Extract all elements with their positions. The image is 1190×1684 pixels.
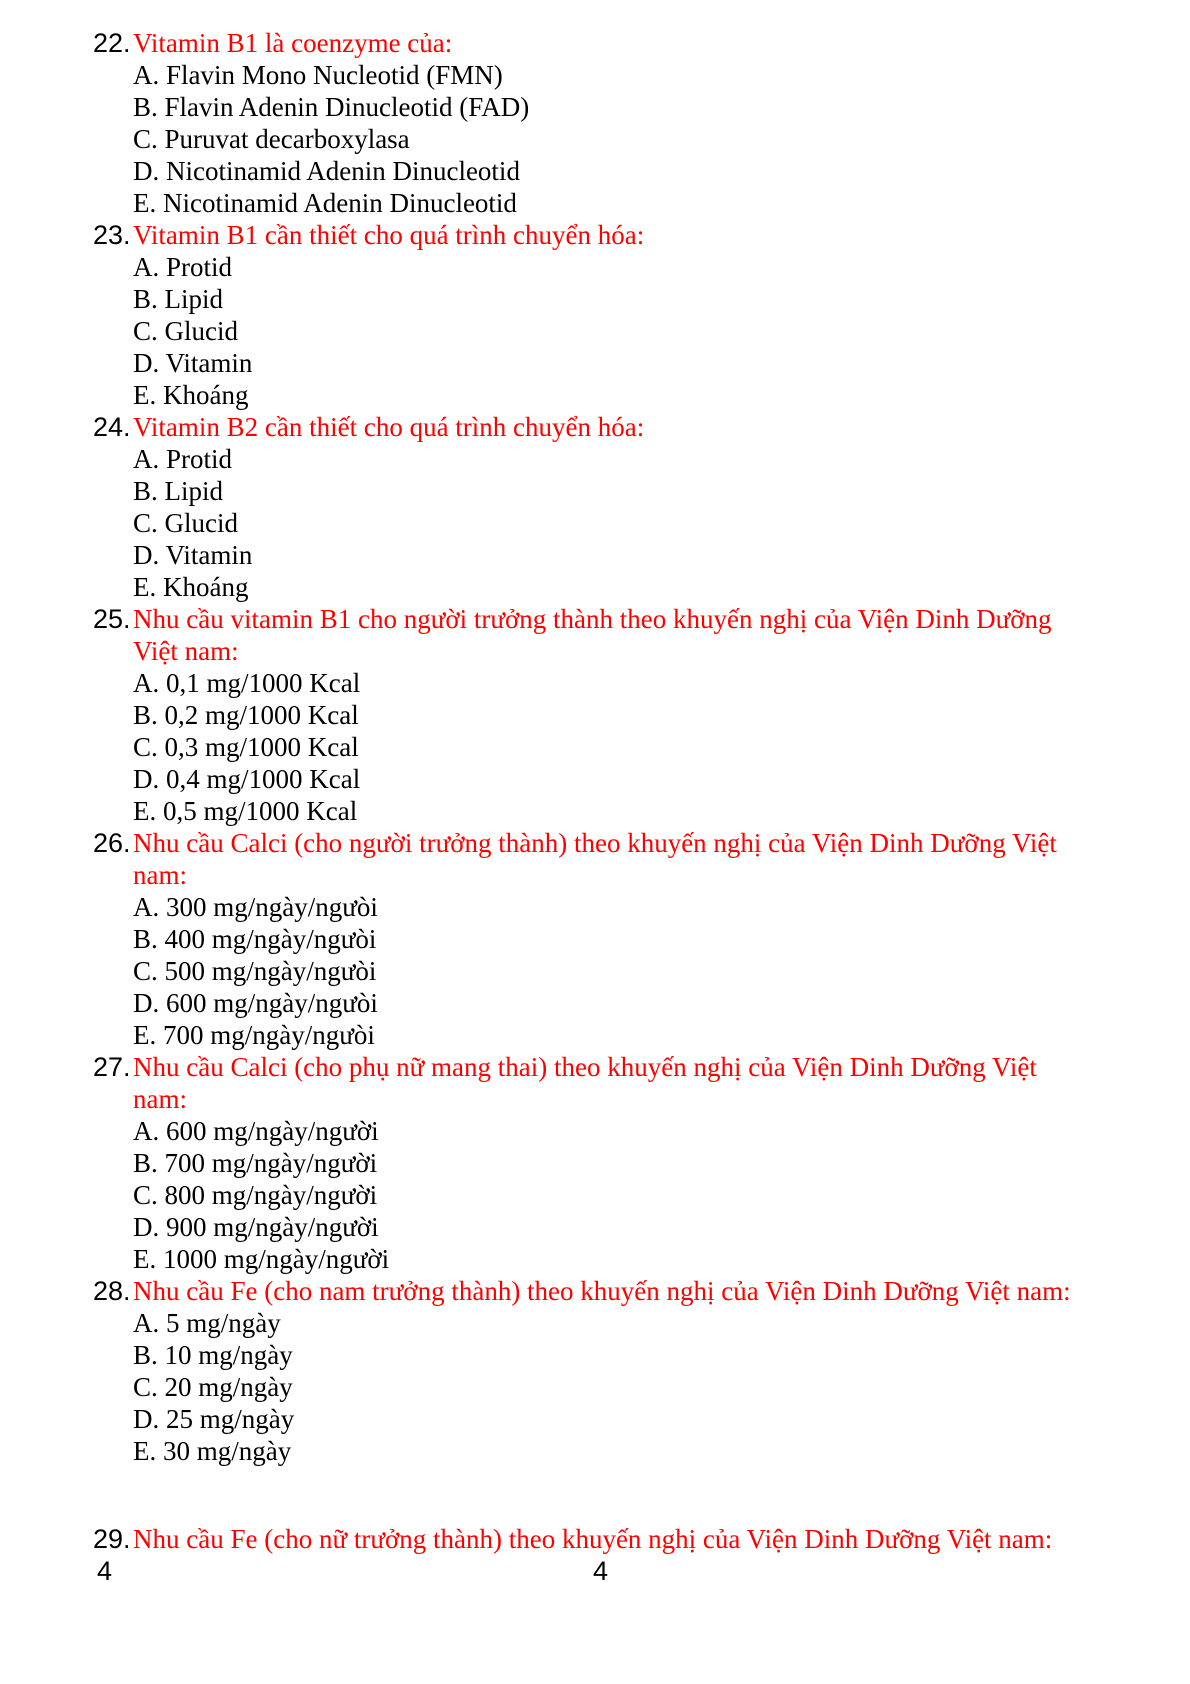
question-text-line: Nhu cầu Fe (cho nữ trưởng thành) theo khuyến nghị của Viện Dinh Dưỡng Việt nam:: [133, 1524, 1053, 1554]
answer-option: A. Protid: [133, 252, 233, 282]
question-22: [0, 27, 1190, 219]
answer-option: B. 10 mg/ngày: [133, 1340, 293, 1370]
answer-option: A. 600 mg/ngày/người: [133, 1116, 379, 1146]
question-text: [133, 827, 1057, 891]
answer-option: A. Protid: [133, 444, 233, 474]
question-text: [133, 219, 644, 251]
question-number: 27.: [93, 1052, 131, 1082]
answer-option: B. 400 mg/ngày/ngưòi: [133, 924, 377, 954]
question-text-line: nam:: [133, 1084, 187, 1114]
answer-option: D. 0,4 mg/1000 Kcal: [133, 764, 361, 794]
question-text: [133, 1523, 1052, 1555]
question-text-line: Vitamin B2 cần thiết cho quá trình chuyển hóa:: [133, 412, 645, 442]
question-text-line: nam:: [133, 860, 187, 890]
answer-option: C. 800 mg/ngày/người: [133, 1180, 378, 1210]
answer-option: D. 25 mg/ngày: [133, 1404, 295, 1434]
page-footer: [0, 1555, 1190, 1587]
page-number-center: 4: [593, 1556, 609, 1586]
answer-option: E. 1000 mg/ngày/người: [133, 1244, 390, 1274]
question-26: [0, 827, 1190, 1051]
question-27: [0, 1051, 1190, 1275]
answer-option: B. Lipid: [133, 284, 224, 314]
question-28: [0, 1275, 1190, 1467]
answer-option: B. Lipid: [133, 476, 224, 506]
question-24: [0, 411, 1190, 603]
question-text-line: Việt nam:: [133, 636, 239, 666]
answer-option: D. 900 mg/ngày/người: [133, 1212, 379, 1242]
answer-option: A. 0,1 mg/1000 Kcal: [133, 668, 361, 698]
answer-option: A. Flavin Mono Nucleotid (FMN): [133, 60, 503, 90]
answer-option: D. 600 mg/ngày/ngưòi: [133, 988, 378, 1018]
question-number: 28.: [93, 1276, 131, 1306]
answer-option: D. Vitamin: [133, 540, 253, 570]
question-text-line: Nhu cầu vitamin B1 cho người trưởng thành theo khuyến nghị của Viện Dinh Dưỡng: [133, 604, 1052, 634]
question-number: 26.: [93, 828, 131, 858]
answer-option: E. Nicotinamid Adenin Dinucleotid: [133, 188, 517, 218]
answer-option: D. Nicotinamid Adenin Dinucleotid: [133, 156, 520, 186]
question-number: 24.: [93, 412, 131, 442]
question-29: [0, 1523, 1190, 1555]
answer-option: E. 0,5 mg/1000 Kcal: [133, 796, 358, 826]
question-text: [133, 1051, 1037, 1115]
answer-option: A. 300 mg/ngày/ngưòi: [133, 892, 378, 922]
question-number: 25.: [93, 604, 131, 634]
question-text: [133, 27, 452, 59]
answer-option: E. Khoáng: [133, 380, 249, 410]
question-23: [0, 219, 1190, 411]
question-text-line: Vitamin B1 cần thiết cho quá trình chuyển hóa:: [133, 220, 645, 250]
question-25: [0, 603, 1190, 827]
page-number-left: 4: [97, 1556, 113, 1586]
answer-option: B. 0,2 mg/1000 Kcal: [133, 700, 359, 730]
answer-option: C. 500 mg/ngày/ngưòi: [133, 956, 377, 986]
question-text-line: Nhu cầu Fe (cho nam trưởng thành) theo khuyến nghị của Viện Dinh Dưỡng Việt nam:: [133, 1276, 1071, 1306]
question-text: [133, 411, 644, 443]
question-text-line: Vitamin B1 là coenzyme của:: [133, 28, 453, 58]
answer-option: C. Glucid: [133, 316, 238, 346]
question-number: 22.: [93, 28, 131, 58]
question-text-line: Nhu cầu Calci (cho người trưởng thành) theo khuyến nghị của Viện Dinh Dưỡng Việt: [133, 828, 1057, 858]
question-text: [133, 603, 1051, 667]
question-number: 23.: [93, 220, 131, 250]
question-text-line: Nhu cầu Calci (cho phụ nữ mang thai) theo khuyến nghị của Viện Dinh Dưỡng Việt: [133, 1052, 1037, 1082]
answer-option: E. 30 mg/ngày: [133, 1436, 292, 1466]
answer-option: E. 700 mg/ngày/ngưòi: [133, 1020, 375, 1050]
answer-option: C. Glucid: [133, 508, 238, 538]
answer-option: B. Flavin Adenin Dinucleotid (FAD): [133, 92, 530, 122]
answer-option: E. Khoáng: [133, 572, 249, 602]
answer-option: C. 0,3 mg/1000 Kcal: [133, 732, 359, 762]
blank-gap: [0, 1467, 1190, 1523]
answer-option: D. Vitamin: [133, 348, 253, 378]
question-number: 29.: [93, 1524, 131, 1554]
answer-option: C. 20 mg/ngày: [133, 1372, 293, 1402]
question-text: [133, 1275, 1071, 1307]
answer-option: C. Puruvat decarboxylasa: [133, 124, 410, 154]
answer-option: B. 700 mg/ngày/người: [133, 1148, 378, 1178]
answer-option: A. 5 mg/ngày: [133, 1308, 281, 1338]
